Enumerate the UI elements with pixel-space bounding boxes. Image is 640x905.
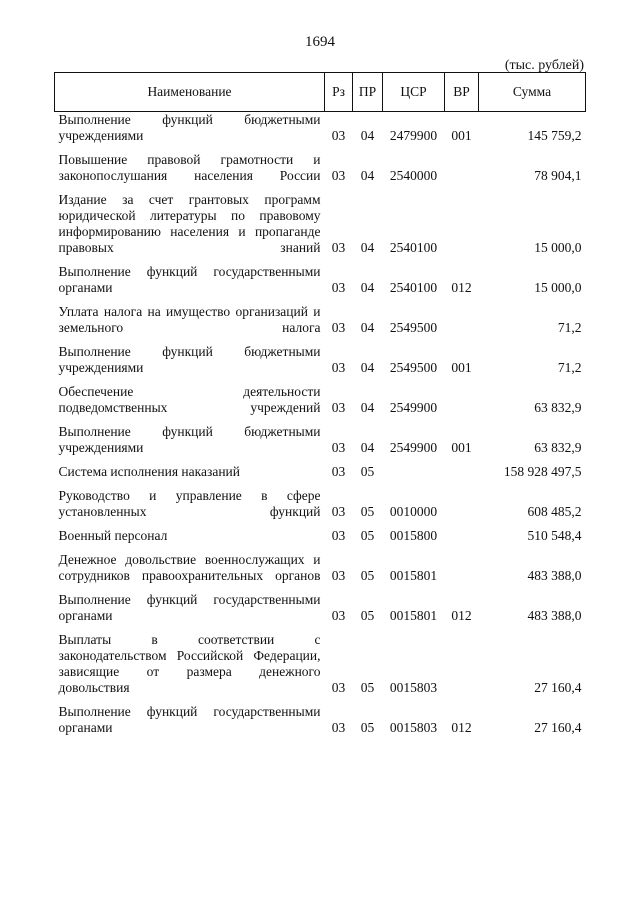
row-sum: 71,2 (557, 360, 582, 375)
row-pr: 05 (360, 528, 375, 543)
table-row (55, 424, 586, 464)
table-row (55, 152, 586, 192)
row-vr (445, 304, 479, 344)
row-rz: 03 (331, 400, 346, 415)
row-csr: 2479900 (389, 128, 438, 143)
row-pr: 04 (360, 280, 375, 295)
budget-table (54, 72, 586, 744)
table-row (55, 528, 586, 552)
row-sum: 27 160,4 (534, 680, 582, 695)
row-sum: 145 759,2 (527, 128, 582, 143)
row-rz: 03 (331, 360, 346, 375)
row-csr: 0015800 (389, 528, 438, 543)
table-row (55, 592, 586, 632)
row-pr: 05 (360, 608, 375, 623)
row-sum: 27 160,4 (534, 720, 582, 735)
table-row (55, 704, 586, 744)
row-vr: 012 (451, 720, 472, 735)
row-vr (445, 632, 479, 704)
row-csr: 2549500 (389, 360, 438, 375)
row-pr: 05 (360, 568, 375, 583)
row-vr: 001 (451, 128, 472, 143)
row-rz: 03 (331, 504, 346, 519)
row-sum: 15 000,0 (534, 240, 582, 255)
row-name: Повышение правовой грамотности и законопослушания населения России (58, 152, 321, 183)
row-rz: 03 (331, 320, 346, 335)
table-row (55, 464, 586, 488)
row-name: Издание за счет грантовых программ юридической литературы по правовому информированию населения и пропаганде правовых знаний (58, 192, 321, 255)
row-vr (445, 528, 479, 552)
row-sum: 63 832,9 (534, 400, 582, 415)
header-name: Наименование (55, 73, 325, 112)
row-pr: 05 (360, 504, 375, 519)
row-pr: 04 (360, 320, 375, 335)
row-vr (445, 152, 479, 192)
row-name: Военный персонал (58, 528, 168, 543)
row-sum: 158 928 497,5 (503, 464, 582, 479)
row-pr: 04 (360, 400, 375, 415)
row-rz: 03 (331, 608, 346, 623)
units-note: (тыс. рублей) (504, 58, 584, 73)
row-vr: 012 (451, 280, 472, 295)
row-rz: 03 (331, 464, 346, 479)
row-rz: 03 (331, 528, 346, 543)
table-row (55, 632, 586, 704)
row-name: Выполнение функций государственными органами (58, 264, 321, 295)
row-name: Уплата налога на имущество организаций и земельного налога (58, 304, 321, 335)
row-csr (383, 464, 445, 488)
row-vr (445, 552, 479, 592)
table-row (55, 344, 586, 384)
row-name: Выполнение функций бюджетными учреждениями (58, 424, 321, 455)
row-pr: 05 (360, 680, 375, 695)
row-sum: 63 832,9 (534, 440, 582, 455)
row-csr: 0015801 (389, 568, 438, 583)
table-row (55, 304, 586, 344)
row-vr (445, 488, 479, 528)
row-rz: 03 (331, 168, 346, 183)
row-name: Выполнение функций государственными органами (58, 704, 321, 735)
row-rz: 03 (331, 128, 346, 143)
header-rz: Рз (325, 73, 353, 112)
row-sum: 483 388,0 (527, 608, 582, 623)
row-csr: 2540000 (389, 168, 438, 183)
row-name: Выполнение функций государственными органами (58, 592, 321, 623)
header-pr: ПР (353, 73, 383, 112)
row-sum: 510 548,4 (527, 528, 582, 543)
row-sum: 15 000,0 (534, 280, 582, 295)
row-rz: 03 (331, 720, 346, 735)
row-name: Выполнение функций бюджетными учреждениями (58, 344, 321, 375)
row-vr (445, 384, 479, 424)
row-pr: 04 (360, 240, 375, 255)
row-sum: 71,2 (557, 320, 582, 335)
row-csr: 2549500 (389, 320, 438, 335)
row-pr: 04 (360, 360, 375, 375)
row-vr: 012 (451, 608, 472, 623)
table-row (55, 488, 586, 528)
row-rz: 03 (331, 280, 346, 295)
row-vr: 001 (451, 440, 472, 455)
table-row (55, 552, 586, 592)
row-rz: 03 (331, 568, 346, 583)
row-pr: 04 (360, 168, 375, 183)
row-name: Система исполнения наказаний (58, 464, 240, 479)
row-csr: 0015803 (389, 680, 438, 695)
row-pr: 05 (360, 720, 375, 735)
row-name: Руководство и управление в сфере установленных функций (58, 488, 321, 519)
header-sum: Сумма (479, 73, 586, 112)
row-pr: 04 (360, 440, 375, 455)
row-csr: 2540100 (389, 240, 438, 255)
row-name: Обеспечение деятельности подведомственных учреждений (58, 384, 321, 415)
table-row (55, 384, 586, 424)
row-sum: 483 388,0 (527, 568, 582, 583)
row-name: Денежное довольствие военнослужащих и сотрудников правоохранительных органов (58, 552, 321, 583)
header-vr: ВР (445, 73, 479, 112)
row-vr: 001 (451, 360, 472, 375)
table-row (55, 264, 586, 304)
row-csr: 0015803 (389, 720, 438, 735)
table-header-row (55, 73, 586, 112)
row-rz: 03 (331, 440, 346, 455)
row-name: Выплаты в соответствии с законодательством Российской Федерации, зависящие от размера денежного довольствия (58, 632, 321, 695)
row-name: Выполнение функций бюджетными учреждениями (58, 112, 321, 143)
row-sum: 78 904,1 (534, 168, 582, 183)
row-pr: 04 (360, 128, 375, 143)
header-csr: ЦСР (383, 73, 445, 112)
page-number: 1694 (305, 34, 335, 50)
row-csr: 0015801 (389, 608, 438, 623)
row-vr (445, 192, 479, 264)
row-csr: 0010000 (389, 504, 438, 519)
row-csr: 2549900 (389, 400, 438, 415)
table-row (55, 192, 586, 264)
row-rz: 03 (331, 240, 346, 255)
row-pr: 05 (360, 464, 375, 479)
row-csr: 2540100 (389, 280, 438, 295)
row-rz: 03 (331, 680, 346, 695)
row-sum: 608 485,2 (527, 504, 582, 519)
row-vr (445, 464, 479, 488)
row-csr: 2549900 (389, 440, 438, 455)
table-row (55, 112, 586, 153)
